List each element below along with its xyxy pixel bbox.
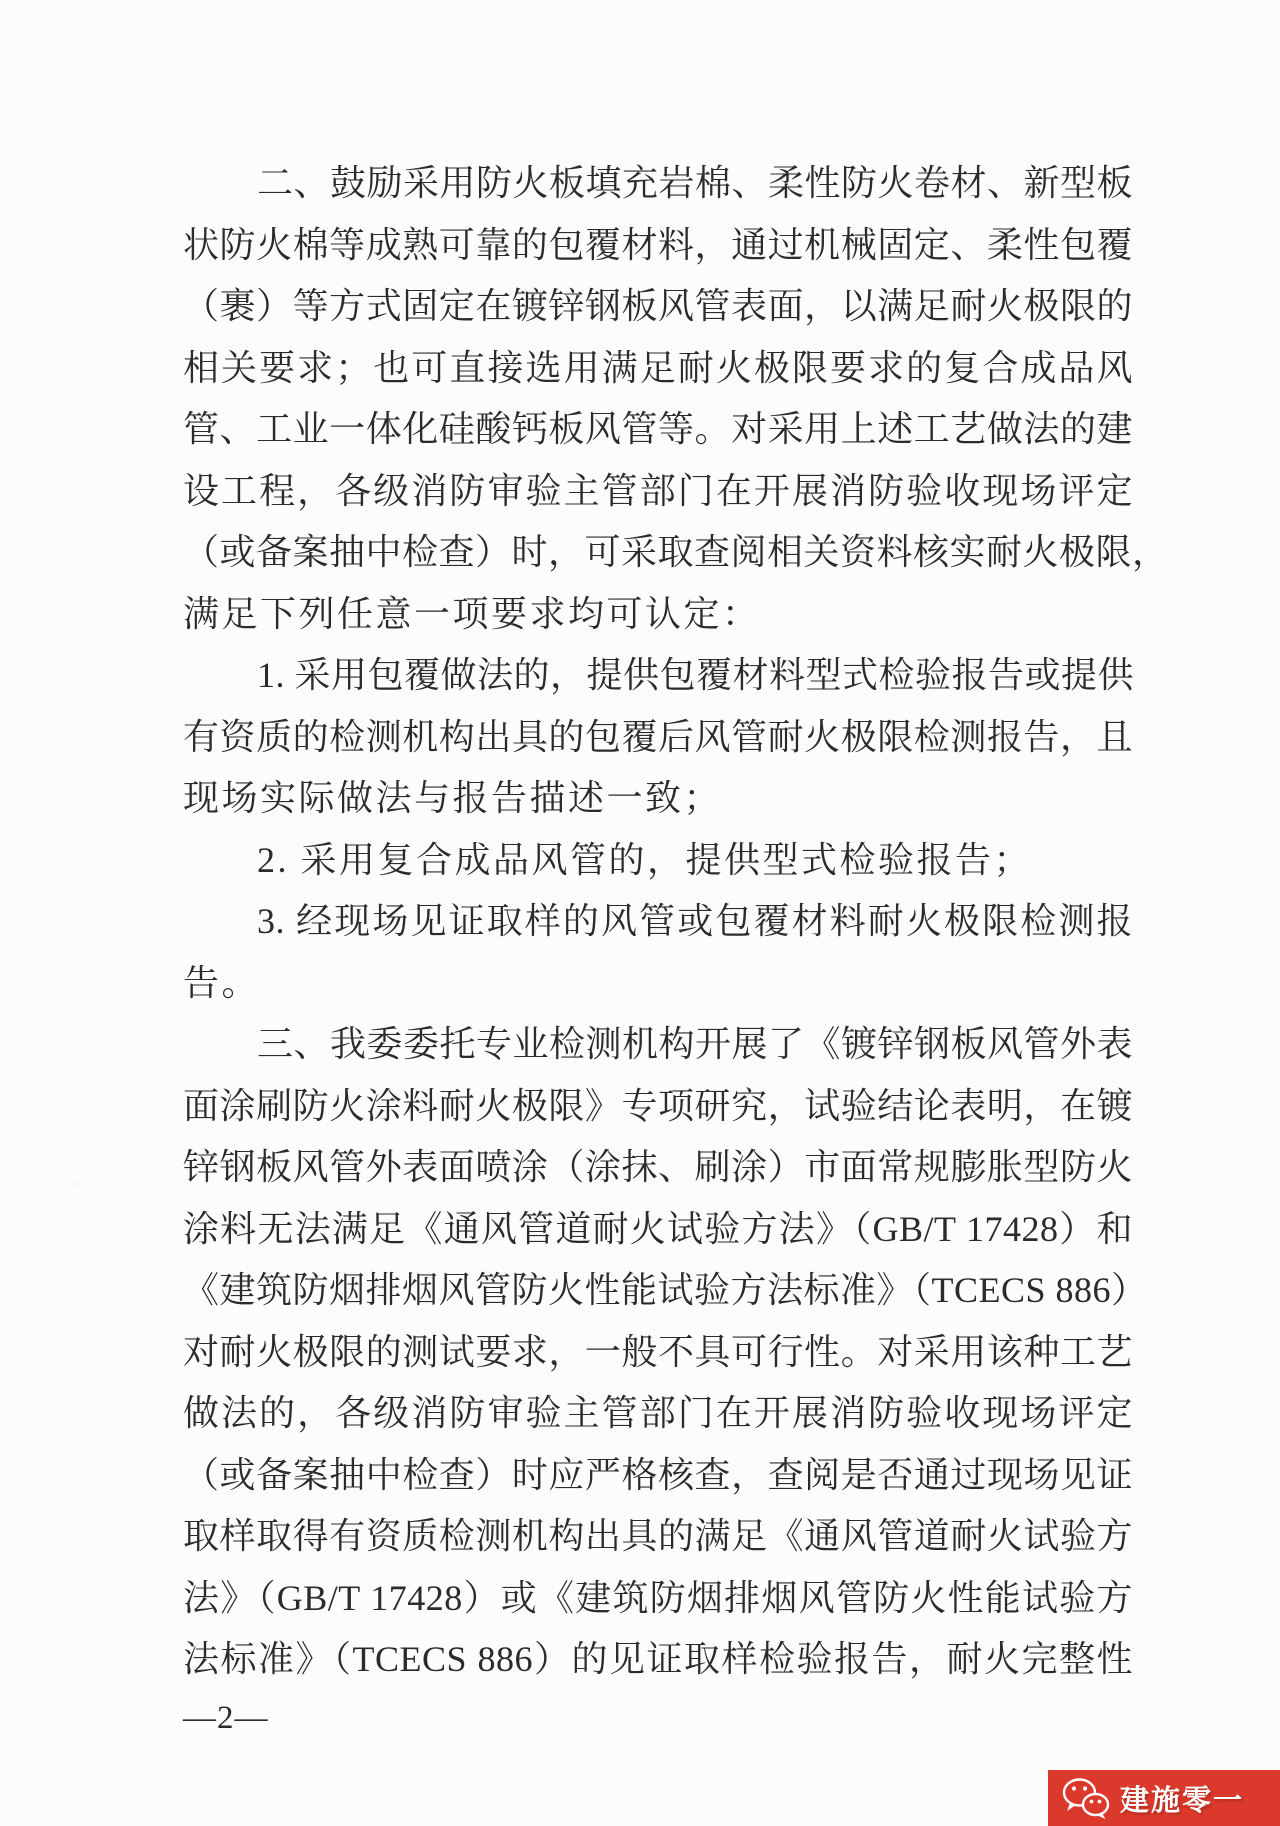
scan-artifact: [242, 1468, 254, 1473]
text-line: （或备案抽中检查）时应严格核查，查阅是否通过现场见证: [183, 1454, 1133, 1495]
scan-artifact: [388, 472, 402, 492]
text-line: 状防火棉等成熟可靠的包覆材料，通过机械固定、柔性包覆: [183, 224, 1133, 265]
wechat-icon: [1060, 1776, 1112, 1820]
text-line: 设工程，各级消防审验主管部门在开展消防验收现场评定: [183, 470, 1133, 511]
text-line: 做法的，各级消防审验主管部门在开展消防验收现场评定: [183, 1393, 1133, 1433]
text-line: 取样取得有资质检测机构出具的满足《通风管道耐火试验方: [183, 1516, 1133, 1556]
text-line: 现场实际做法与报告描述一致；: [183, 778, 723, 818]
text-line: （裹）等方式固定在镀锌钢板风管表面，以满足耐火极限的: [183, 286, 1133, 326]
text-line: 2. 采用复合成品风管的，提供型式检验报告；: [257, 839, 1033, 880]
text-line: 锌钢板风管外表面喷涂（涂抹、刷涂）市面常规膨胀型防火: [183, 1147, 1133, 1187]
text-line: 有资质的检测机构出具的包覆后风管耐火极限检测报告，且: [183, 716, 1133, 757]
document-body: [183, 153, 1169, 1691]
wechat-banner-text: 建施零一: [1120, 1784, 1245, 1817]
text-line: 管、工业一体化硅酸钙板风管等。对采用上述工艺做法的建: [183, 409, 1133, 449]
text-line: 法》（GB/T 17428）或《建筑防烟排烟风管防火性能试验方: [183, 1577, 1133, 1618]
text-line: 告。: [183, 962, 261, 1003]
page-number: —2—: [183, 1700, 269, 1736]
wechat-banner: [1048, 1770, 1280, 1826]
text-line: 二、鼓励采用防火板填充岩棉、柔性防火卷材、新型板: [257, 163, 1134, 203]
text-line: 相关要求；也可直接选用满足耐火极限要求的复合成品风: [183, 347, 1133, 388]
text-line: 对耐火极限的测试要求，一般不具可行性。对采用该种工艺: [183, 1331, 1133, 1372]
text-line: 3. 经现场见证取样的风管或包覆材料耐火极限检测报: [257, 901, 1133, 941]
text-line: （或备案抽中检查）时，可采取查阅相关资料核实耐火极限，: [183, 532, 1169, 572]
text-line: 《建筑防烟排烟风管防火性能试验方法标准》（TCECS 886）: [183, 1270, 1148, 1310]
text-line: 涂料无法满足《通风管道耐火试验方法》（GB/T 17428）和: [183, 1208, 1133, 1249]
scan-artifact: [1012, 502, 1020, 510]
text-line: 1. 采用包覆做法的，提供包覆材料型式检验报告或提供: [257, 655, 1135, 695]
text-line: 满足下列任意一项要求均可认定：: [183, 593, 761, 634]
text-line: 法标准》（TCECS 886）的见证取样检验报告，耐火完整性: [183, 1639, 1133, 1679]
text-line: 三、我委委托专业检测机构开展了《镀锌钢板风管外表: [257, 1024, 1134, 1064]
text-line: 面涂刷防火涂料耐火极限》专项研究，试验结论表明，在镀: [183, 1085, 1133, 1126]
scan-artifact: [70, 1182, 80, 1187]
